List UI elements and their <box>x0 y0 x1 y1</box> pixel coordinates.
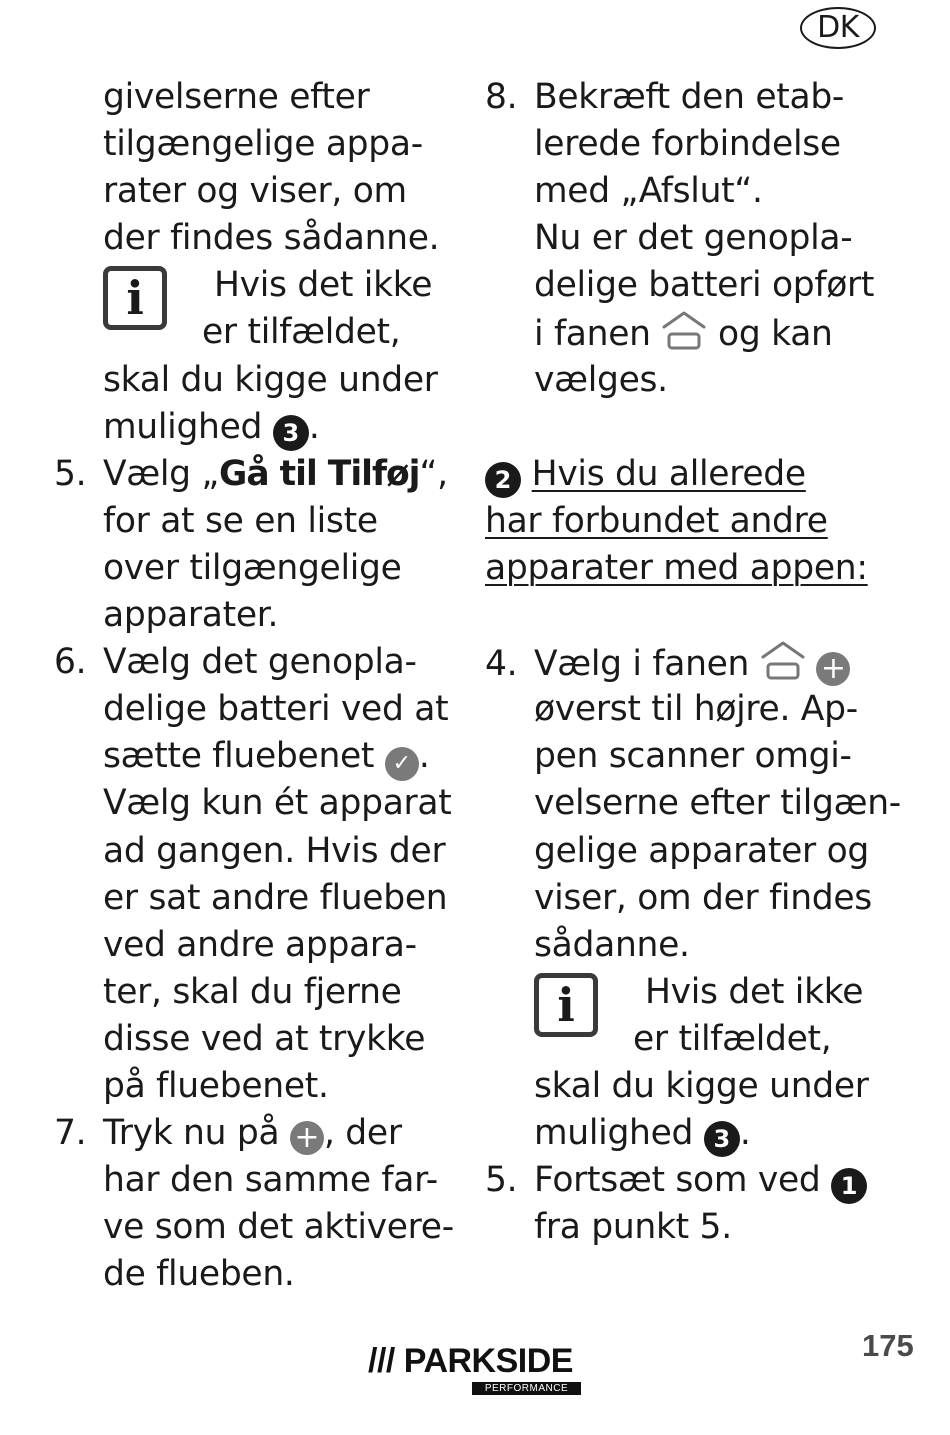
section-heading-text: apparater med appen: <box>485 547 868 588</box>
info-icon: i <box>103 266 167 330</box>
text-segment: Fortsæt som ved <box>534 1160 821 1201</box>
text-line: Vælg kun ét apparat <box>103 783 452 824</box>
text-line: ved andre appara- <box>103 924 417 965</box>
text-line: vælges. <box>534 359 668 400</box>
logo-subtext: PERFORMANCE <box>472 1382 581 1395</box>
step-number: 4. <box>485 644 518 685</box>
text-line: fra punkt 5. <box>534 1207 732 1248</box>
text-line: givelserne efter <box>103 77 370 117</box>
step-7 <box>54 1110 459 1157</box>
circled-number-1-icon: 1 <box>831 1168 867 1204</box>
section-heading-line <box>485 498 925 545</box>
text-line: lerede forbindelse <box>534 124 841 165</box>
text-segment: “, <box>419 453 448 494</box>
text-line: apparater. <box>103 595 279 636</box>
text-line: er tilfældet, <box>633 1018 832 1059</box>
text-segment: og kan <box>718 314 833 355</box>
logo-text: /// PARKSIDE <box>368 1342 573 1380</box>
text-line: tilgængelige appa- <box>103 124 423 165</box>
section-heading-text: har forbundet andre <box>485 500 828 541</box>
text-segment: . <box>418 736 430 777</box>
text-line <box>54 404 459 451</box>
text-line: Hvis det ikke <box>645 971 864 1012</box>
text-segment: i fanen <box>534 314 651 355</box>
checkmark-icon: ✓ <box>385 747 419 781</box>
step-5 <box>54 451 459 498</box>
text-line: ter, skal du fjerne <box>103 971 402 1012</box>
step-8 <box>485 74 925 121</box>
text-line: velserne efter tilgæn- <box>534 783 901 824</box>
page-number: 175 <box>862 1328 914 1363</box>
text-line: de flueben. <box>103 1254 295 1295</box>
text-line: er tilfældet, <box>202 312 401 353</box>
section-heading <box>485 451 925 498</box>
text-line <box>485 309 925 356</box>
right-column <box>485 74 925 1251</box>
step-number: 7. <box>54 1113 87 1154</box>
text-line: delige batteri opført <box>534 265 875 306</box>
text-segment: Tryk nu på <box>103 1113 280 1154</box>
text-segment: sætte fluebenet <box>103 736 375 777</box>
step-number: 5. <box>54 453 87 494</box>
home-tab-icon <box>661 309 707 364</box>
text-segment: Vælg „ <box>103 453 220 494</box>
language-badge: DK <box>800 7 876 49</box>
bold-label: Gå til Tilføj <box>219 453 420 494</box>
text-segment: mulighed <box>534 1113 694 1154</box>
text-segment: , der <box>323 1113 402 1154</box>
text-segment: Bekræft den etab- <box>534 77 845 117</box>
text-line: er sat andre flueben <box>103 877 448 918</box>
text-segment: mulighed <box>103 406 263 447</box>
text-line: disse ved at trykke <box>103 1018 426 1059</box>
text-segment: . <box>739 1113 751 1154</box>
text-line: øverst til højre. Ap- <box>534 689 858 730</box>
text-line: gelige apparater og <box>534 830 870 871</box>
text-line: delige batteri ved at <box>103 689 449 730</box>
text-line: har den samme far- <box>103 1160 438 1201</box>
text-line: Nu er det genopla- <box>534 218 853 259</box>
text-segment: . <box>308 406 320 447</box>
section-heading-line <box>485 545 925 592</box>
text-line: viser, om der findes <box>534 877 872 918</box>
text-line: ve som det aktivere- <box>103 1207 454 1248</box>
circled-number-3-icon: 3 <box>273 415 309 451</box>
text-line: rater og viser, om <box>103 171 407 212</box>
text-line: der findes sådanne. <box>103 218 440 259</box>
text-line: på fluebenet. <box>103 1065 329 1106</box>
text-line: over tilgængelige <box>103 547 402 588</box>
text-line <box>54 733 459 780</box>
text-line: Hvis det ikke <box>214 265 433 306</box>
circled-number-2-icon: 2 <box>485 462 521 498</box>
text-line: ad gangen. Hvis der <box>103 830 446 871</box>
info-note <box>485 969 925 1032</box>
info-icon: i <box>534 973 598 1037</box>
step-6 <box>54 639 459 686</box>
text-segment: Vælg det genopla- <box>103 642 417 683</box>
text-segment: Vælg i fanen <box>534 644 750 685</box>
text-line: skal du kigge under <box>534 1065 869 1106</box>
text-line: pen scanner omgi- <box>534 736 852 777</box>
section-heading-text: Hvis du allerede <box>531 453 806 494</box>
step-number: 8. <box>485 77 518 117</box>
text-line: sådanne. <box>534 924 690 965</box>
plus-icon: + <box>290 1121 324 1155</box>
text-line: skal du kigge under <box>103 359 438 400</box>
left-column <box>54 74 459 1298</box>
step-4 <box>485 639 925 686</box>
text-line: for at se en liste <box>103 500 378 541</box>
circled-number-3-icon: 3 <box>704 1121 740 1157</box>
step-number: 6. <box>54 642 87 683</box>
info-note <box>54 262 459 326</box>
text-line: med „Afslut“. <box>534 171 763 212</box>
text-line <box>485 1110 925 1157</box>
parkside-logo <box>368 1342 584 1398</box>
step-number: 5. <box>485 1160 518 1201</box>
step-5-right <box>485 1157 925 1204</box>
plus-icon: + <box>816 652 850 686</box>
